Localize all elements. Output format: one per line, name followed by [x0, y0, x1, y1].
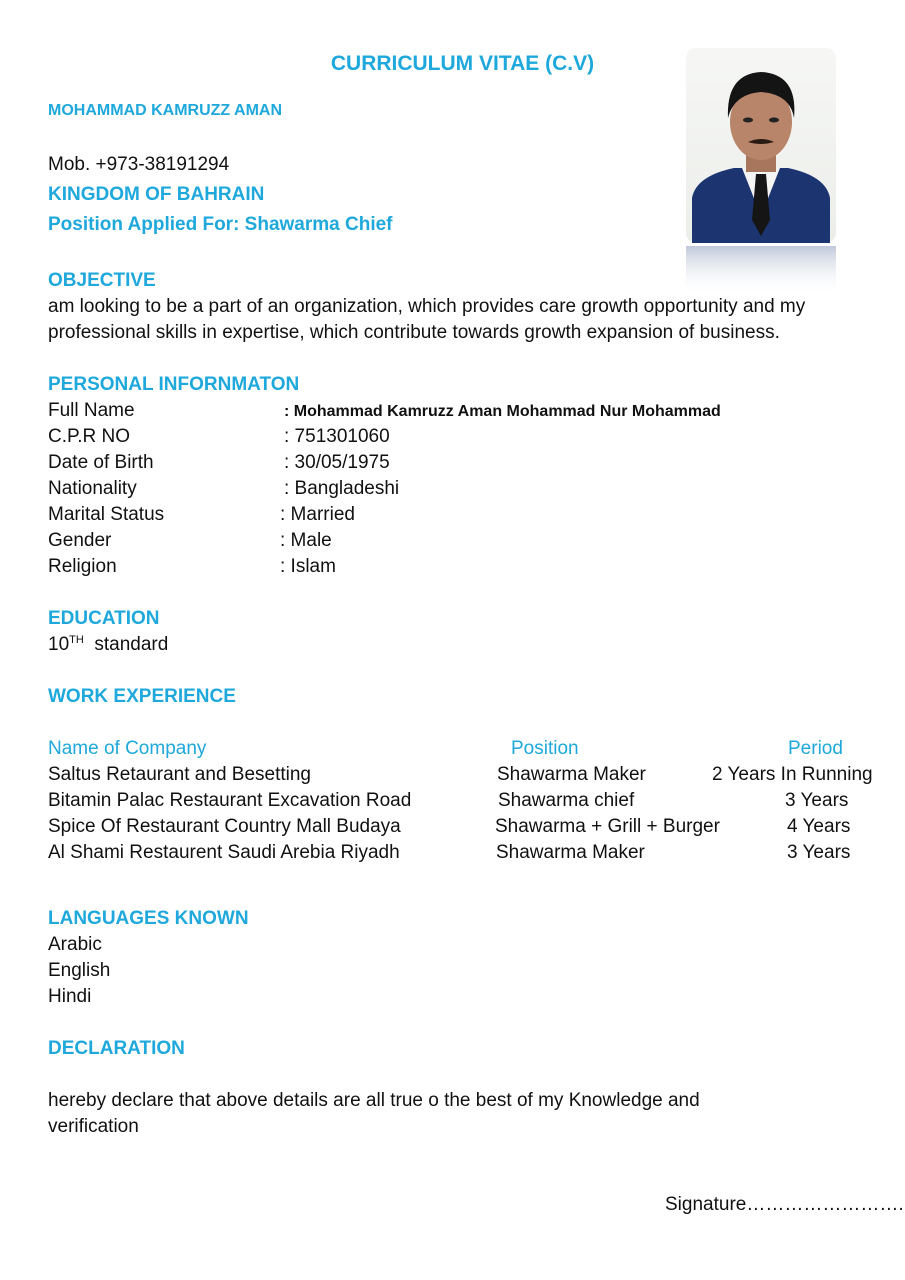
education-level-number: 10: [48, 634, 70, 655]
objective-line-1: am looking to be a part of an organization, which provides care growth opportunity and my: [48, 296, 806, 317]
education-level: [48, 632, 168, 658]
mobile-number: Mob. +973-38191294: [48, 154, 230, 175]
declaration-heading: DECLARATION: [48, 1038, 185, 1059]
document-title: CURRICULUM VITAE (C.V): [330, 52, 595, 75]
personal-label-nationality: Nationality: [48, 478, 137, 499]
work-row-4-company: Al Shami Restaurent Saudi Arebia Riyadh: [48, 842, 400, 863]
language-item: Arabic: [48, 934, 102, 955]
work-row-2-period: 3 Years: [785, 790, 849, 811]
work-row-1-company: Saltus Retaurant and Besetting: [48, 764, 312, 785]
personal-heading: PERSONAL INFORNMATON: [48, 374, 300, 395]
language-item: English: [48, 960, 111, 981]
position-applied: Position Applied For: Shawarma Chief: [48, 214, 393, 235]
personal-value-cpr: : 751301060: [284, 426, 390, 447]
work-row-4-position: Shawarma Maker: [496, 842, 645, 863]
work-heading: WORK EXPERIENCE: [48, 686, 236, 707]
work-row-2-company: Bitamin Palac Restaurant Excavation Road: [48, 790, 412, 811]
work-row-4-period: 3 Years: [787, 842, 851, 863]
personal-label-dob: Date of Birth: [48, 452, 154, 473]
work-row-1-period: 2 Years In Running: [712, 764, 873, 785]
language-item: Hindi: [48, 986, 92, 1007]
work-col-company: Name of Company: [48, 738, 207, 759]
applicant-name: MOHAMMAD KAMRUZZ AMAN: [48, 102, 283, 119]
objective-line-2: professional skills in expertise, which contribute towards growth expansion of business.: [48, 322, 780, 343]
profile-photo: [686, 48, 836, 296]
work-col-position: Position: [511, 738, 579, 759]
personal-label-cpr: C.P.R NO: [48, 426, 131, 447]
education-level-suffix: TH: [69, 634, 84, 646]
personal-value-religion: : Islam: [280, 556, 336, 577]
personal-value-nationality: : Bangladeshi: [284, 478, 400, 499]
personal-label-marital: Marital Status: [48, 504, 165, 525]
work-row-1-position: Shawarma Maker: [497, 764, 646, 785]
personal-label-gender: Gender: [48, 530, 112, 551]
work-col-period: Period: [788, 738, 843, 759]
work-row-3-period: 4 Years: [787, 816, 851, 837]
personal-value-full-name: : Mohammad Kamruzz Aman Mohammad Nur Mohammad: [284, 403, 721, 420]
declaration-line-1: hereby declare that above details are all true o the best of my Knowledge and: [48, 1090, 700, 1111]
signature-line: Signature…………………….: [665, 1194, 904, 1215]
personal-value-marital: : Married: [280, 504, 355, 525]
declaration-line-2: verification: [48, 1116, 139, 1137]
work-row-3-position: Shawarma + Grill + Burger: [495, 816, 720, 837]
work-row-2-position: Shawarma chief: [498, 790, 635, 811]
objective-heading: OBJECTIVE: [48, 270, 156, 291]
work-row-3-company: Spice Of Restaurant Country Mall Budaya: [48, 816, 401, 837]
location: KINGDOM OF BAHRAIN: [48, 184, 265, 205]
personal-value-dob: : 30/05/1975: [284, 452, 390, 473]
personal-label-religion: Religion: [48, 556, 117, 577]
personal-label-full-name: Full Name: [48, 400, 135, 421]
education-level-text: standard: [94, 634, 169, 655]
personal-value-gender: : Male: [280, 530, 332, 551]
languages-heading: LANGUAGES KNOWN: [48, 908, 249, 929]
education-heading: EDUCATION: [48, 608, 160, 629]
